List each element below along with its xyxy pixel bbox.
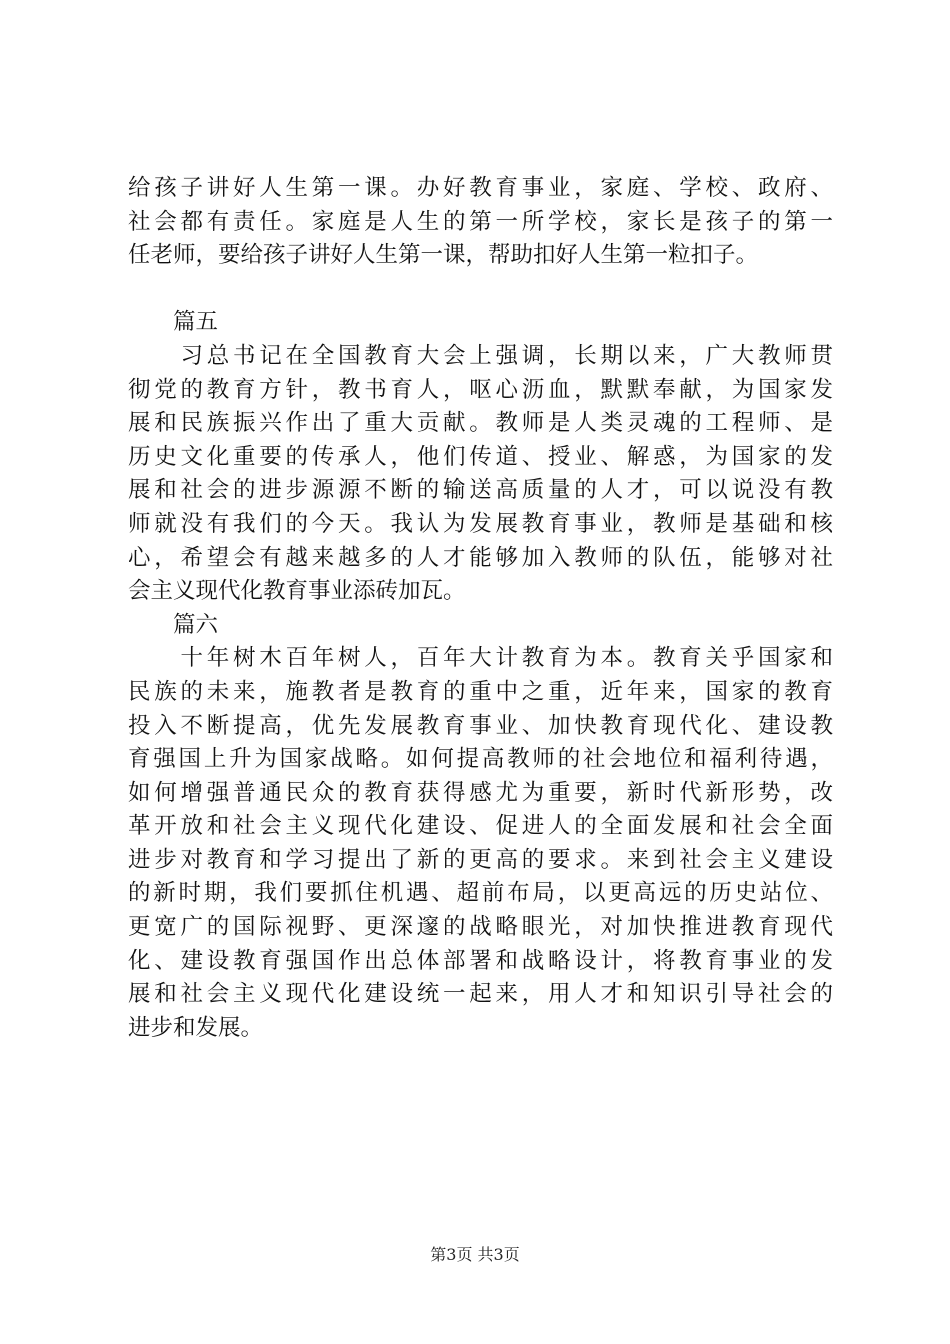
text-line: 展和社会的进步源源不断的输送高质量的人才，可以说没有教 <box>128 477 833 504</box>
text-line: 展和社会主义现代化建设统一起来，用人才和知识引导社会的 <box>128 981 833 1008</box>
text-line: 进步对教育和学习提出了新的更高的要求。来到社会主义建设 <box>128 846 833 873</box>
paragraph <box>128 642 833 1045</box>
text-line: 投入不断提高，优先发展教育事业、加快教育现代化、建设教 <box>128 712 833 739</box>
text-line: 化、建设教育强国作出总体部署和战略设计，将教育事业的发 <box>128 947 833 974</box>
text-line: 展和民族振兴作出了重大贡献。教师是人类灵魂的工程师、是 <box>128 410 833 437</box>
text-line: 民族的未来，施教者是教育的重中之重，近年来，国家的教育 <box>128 678 833 705</box>
page-footer: 第3页 共3页 <box>430 1245 520 1264</box>
blank-line <box>128 273 833 307</box>
text-line: 育强国上升为国家战略。如何提高教师的社会地位和福利待遇， <box>128 746 833 773</box>
document-body <box>128 172 833 1045</box>
text-line: 的新时期，我们要抓住机遇、超前布局，以更高远的历史站位、 <box>128 880 833 907</box>
text-line: 给孩子讲好人生第一课。办好教育事业，家庭、学校、政府、 <box>128 175 833 201</box>
text-line: 十年树木百年树人，百年大计教育为本。教育关乎国家和 <box>128 645 833 672</box>
text-line: 心，希望会有越来越多的人才能够加入教师的队伍，能够对社 <box>128 544 833 571</box>
text-line: 如何增强普通民众的教育获得感尤为重要，新时代新形势，改 <box>128 779 833 806</box>
text-line: 进步和发展。 <box>128 1014 264 1041</box>
text-line: 更宽广的国际视野、更深邃的战略眼光，对加快推进教育现代 <box>128 914 833 941</box>
text-line: 会主义现代化教育事业添砖加瓦。 <box>128 578 466 605</box>
text-line: 历史文化重要的传承人，他们传道、授业、解惑，为国家的发 <box>128 443 833 470</box>
section-heading: 篇六 <box>128 611 219 638</box>
text-line: 社会都有责任。家庭是人生的第一所学校，家长是孩子的第一 <box>128 208 833 235</box>
paragraph <box>128 172 833 273</box>
section-heading: 篇五 <box>128 309 219 336</box>
text-line: 师就没有我们的今天。我认为发展教育事业，教师是基础和核 <box>128 510 833 537</box>
paragraph <box>128 340 833 609</box>
text-line: 革开放和社会主义现代化建设、促进人的全面发展和社会全面 <box>128 813 833 840</box>
text-line: 任老师，要给孩子讲好人生第一课，帮助扣好人生第一粒扣子。 <box>128 242 759 269</box>
text-line: 习总书记在全国教育大会上强调，长期以来，广大教师贯 <box>128 342 833 369</box>
text-line: 彻党的教育方针，教书育人，呕心沥血，默默奉献，为国家发 <box>128 376 833 403</box>
